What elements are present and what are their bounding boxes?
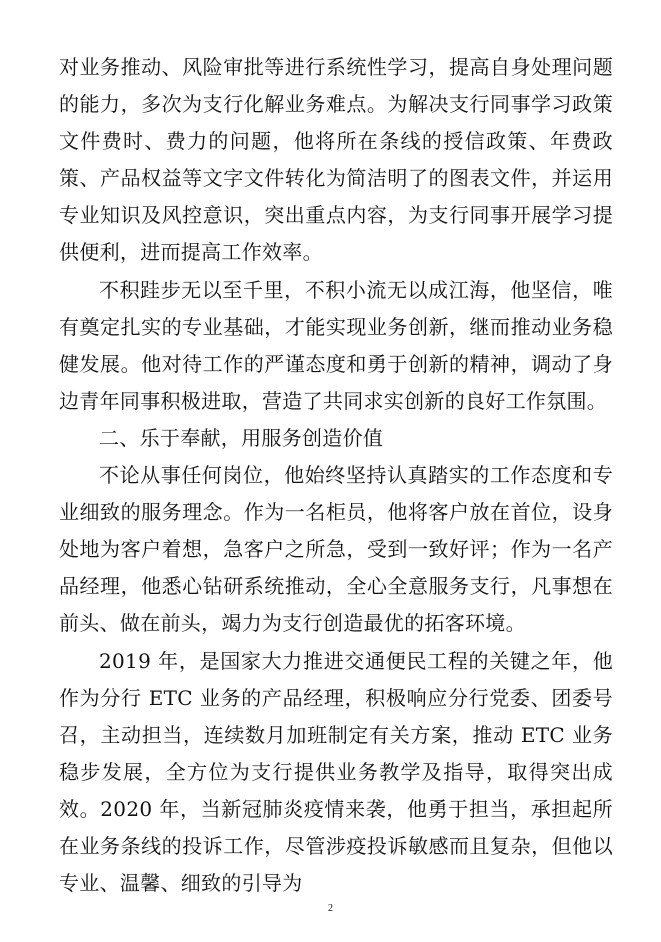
paragraph-2: 不积跬步无以至千里，不积小流无以成江海，他坚信，唯有奠定扎实的专业基础，才能实现业务创新，继而推动业务稳健发展。他对待工作的严谨态度和勇于创新的精神，调动了身边青年同事积极进取，营造了共同求实创新的良好工作氛围。 — [59, 277, 613, 413]
paragraph-3: 不论从事任何岗位，他始终坚持认真踏实的工作态度和专业细致的服务理念。作为一名柜员，他将客户放在首位，设身处地为客户着想，急客户之所急，受到一致好评；作为一名产品经理，他悉心钻研系统推动，全心全意服务支行，凡事想在前头、做在前头，竭力为支行创造最优的拓客环境。 — [59, 463, 613, 636]
paragraph-4: 2019 年，是国家大力推进交通便民工程的关键之年，他作为分行 ETC 业务的产品经理，积极响应分行党委、团委号召，主动担当，连续数月加班制定有关方案，推动 ETC 业务稳步发展，全方位为支行提供业务教学及指导，取得突出成效。2020 年，当新冠肺炎疫情来袭，他勇于担当，承担起所在业务条线的投诉工作，尽管涉疫投诉敏感而且复杂，但他以专业、温馨、细致的引导为 — [59, 648, 613, 896]
paragraph-1: 对业务推动、风险审批等进行系统性学习，提高自身处理问题的能力，多次为支行化解业务难点。为解决支行同事学习政策文件费时、费力的问题，他将所在条线的授信政策、年费政策、产品权益等文字文件转化为简洁明了的图表文件，并运用专业知识及风控意识，突出重点内容，为支行同事开展学习提供便利，进而提高工作效率。 — [59, 55, 613, 265]
document-body — [59, 49, 613, 902]
section-heading: 二、乐于奉献，用服务创造价值 — [99, 425, 384, 450]
page-number: 2 — [328, 903, 333, 914]
